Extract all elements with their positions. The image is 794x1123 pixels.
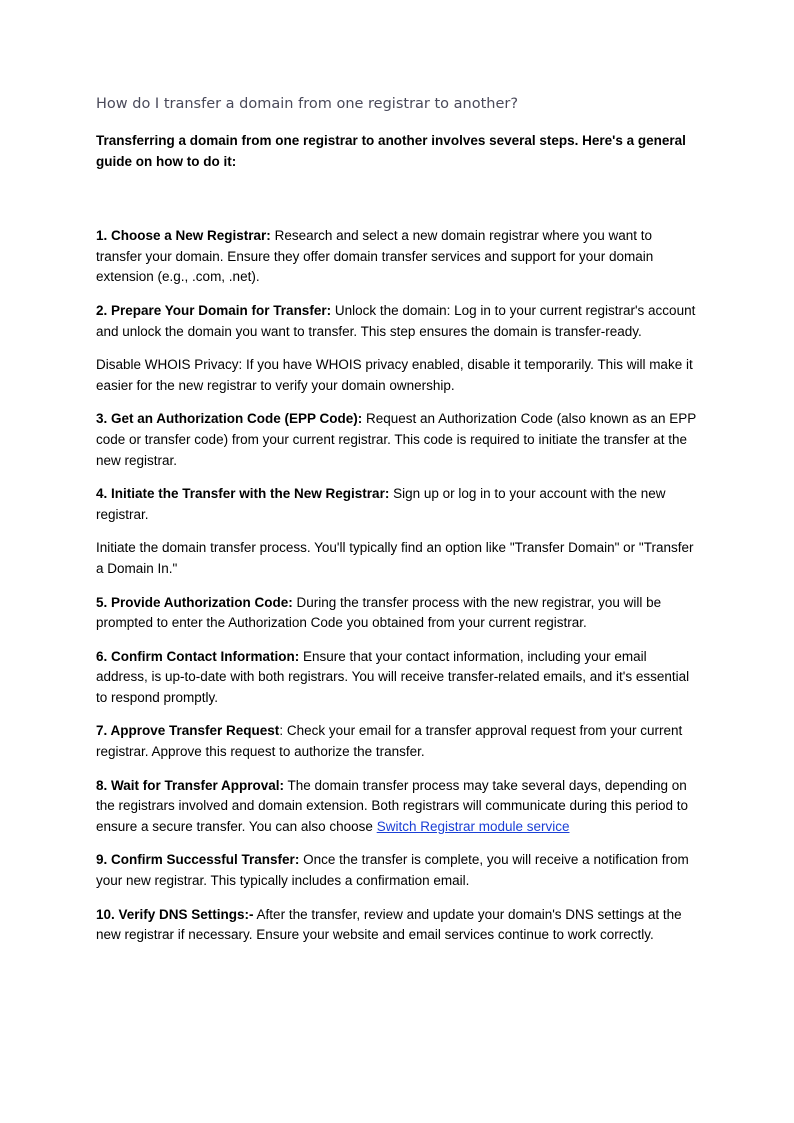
paragraph-text: Disable WHOIS Privacy: If you have WHOIS privacy enabled, disable it temporarily. This will make it easier for the new registrar to verify your domain ownership. <box>96 357 693 393</box>
step-heading: 4. Initiate the Transfer with the New Registrar: <box>96 486 390 502</box>
step-heading: 7. Approve Transfer Request <box>96 723 280 739</box>
paragraph-text: Initiate the domain transfer process. You'll typically find an option like "Transfer Domain" or "Transfer a Domain In." <box>96 540 694 576</box>
step-text: During the transfer process with the new registrar, you will be prompted to enter the Authorization Code you obtained from your current registrar. <box>96 594 662 631</box>
step-text: Once the transfer is complete, you will receive a notification from your new registrar. This typically includes a confirmation email. <box>96 852 689 889</box>
step-text: Ensure that your contact information, including your email address, is up-to-date with both registrars. You will receive transfer-related emails, and it's essential to respond promptly. <box>96 648 690 705</box>
step-text: : Check your email for a transfer approval request from your current registrar. Approve this request to authorize the transfer. <box>96 723 683 760</box>
paragraph-initiate-process <box>96 538 700 579</box>
step-text: After the transfer, review and update your domain's DNS settings at the new registrar if necessary. Ensure your website and email services continue to work correctly. <box>96 906 682 943</box>
switch-registrar-link[interactable]: Switch Registrar module service <box>376 818 570 834</box>
intro-paragraph: Transferring a domain from one registrar to another involves several steps. Here's a general guide on how to do it: <box>96 133 686 169</box>
step-paragraph-confirm-success <box>96 850 700 891</box>
step-paragraph-verify-dns <box>96 905 700 946</box>
step-paragraph-prepare-domain <box>96 301 700 342</box>
step-text: Request an Authorization Code (also known as an EPP code or transfer code) from your current registrar. This code is required to initiate the transfer at the new registrar. <box>96 411 696 468</box>
step-heading: 3. Get an Authorization Code (EPP Code): <box>96 411 363 427</box>
step-heading: 9. Confirm Successful Transfer: <box>96 852 300 868</box>
paragraph-disable-whois <box>96 355 700 396</box>
step-paragraph-wait-approval <box>96 776 700 838</box>
step-heading: 2. Prepare Your Domain for Transfer: <box>96 302 332 318</box>
step-paragraph-approve-request <box>96 721 700 762</box>
page-title: How do I transfer a domain from one registrar to another? <box>96 96 519 112</box>
step-heading: 6. Confirm Contact Information: <box>96 648 300 664</box>
step-text: Research and select a new domain registrar where you want to transfer your domain. Ensure they offer domain transfer services and support for your domain extension (e.g., .com, .net). <box>96 228 654 285</box>
step-paragraph-initiate-transfer <box>96 484 700 525</box>
step-heading: 8. Wait for Transfer Approval: <box>96 777 285 793</box>
step-text: The domain transfer process may take several days, depending on the registrars involved and domain extension. Both registrars will communicate during this period to ensure a secure transfer. You can also choose <box>96 777 689 834</box>
step-paragraph-choose-registrar <box>96 226 700 288</box>
step-paragraph-confirm-contact <box>96 647 700 709</box>
step-heading: 1. Choose a New Registrar: <box>96 228 271 244</box>
step-text: Unlock the domain: Log in to your current registrar's account and unlock the domain you want to transfer. This step ensures the domain is transfer-ready. <box>96 302 696 339</box>
step-text: Sign up or log in to your account with the new registrar. <box>96 486 666 522</box>
step-heading: 10. Verify DNS Settings:- <box>96 906 254 922</box>
step-paragraph-auth-code <box>96 409 700 471</box>
step-paragraph-provide-code <box>96 593 700 634</box>
document-content <box>96 94 700 959</box>
step-heading: 5. Provide Authorization Code: <box>96 594 293 610</box>
